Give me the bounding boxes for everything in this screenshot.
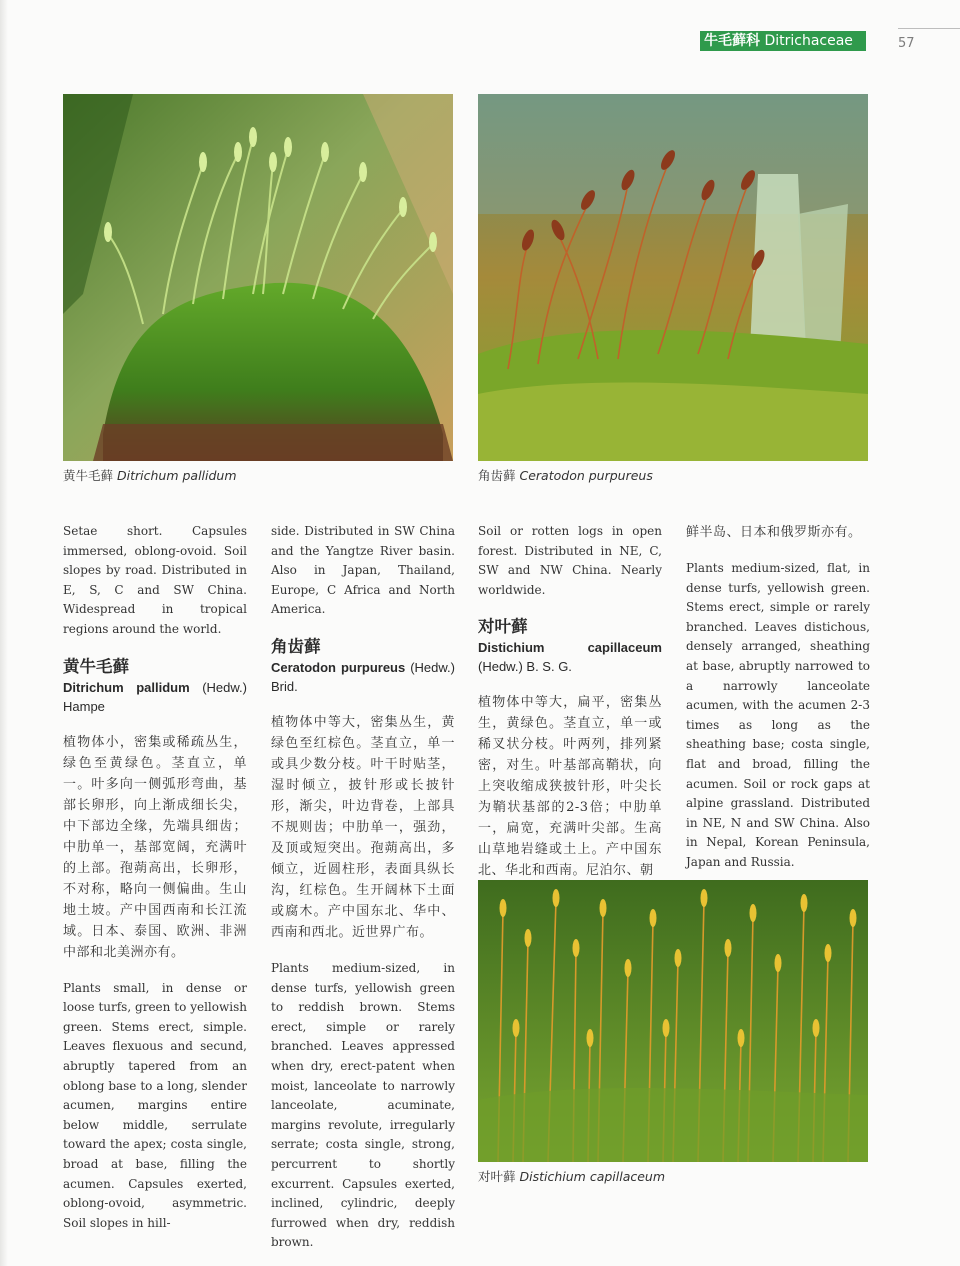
page-edge-shadow: [0, 0, 8, 1266]
text-column-4: [686, 522, 870, 873]
text-column-3: [478, 522, 662, 881]
caption-latin: Distichium capillaceum: [519, 1169, 666, 1184]
species-authority: (Hedw.) B. S. G.: [478, 659, 572, 675]
photo-caption-ditrichum: [63, 466, 237, 484]
page-number: 57: [898, 36, 915, 51]
text-column-2: [271, 522, 455, 1253]
species-title-cn: 黄牛毛藓: [63, 656, 129, 676]
species-text-continuation: Soil or rotten logs in open forest. Distributed in NE, C, SW and NW China. Nearly worldwide.: [478, 524, 662, 597]
species-description-cn-continuation: 鲜半岛、日本和俄罗斯亦有。: [686, 525, 862, 540]
caption-cn: 黄牛毛藓: [63, 468, 114, 483]
family-name-cn: 牛毛藓科: [704, 33, 760, 49]
species-description-en: Plants medium-sized, in dense turfs, yellowish green to reddish brown. Stems erect, simple or rarely branched. Leaves appressed when dry, erect-patent when moist, lanceolate to narrowly lanceolate, acuminate, margins revolute, irregularly serrate; costa single, strong, percurrent to shortly excurrent. Capsules exerted, inclined, cylindric, deeply furrowed when dry, reddish brown.: [271, 960, 455, 1250]
caption-latin: Ditrichum pallidum: [117, 468, 237, 483]
moss-photo-icon: [478, 94, 868, 461]
moss-photo-ceratodon: [478, 94, 868, 461]
species-text-continuation: side. Distributed in SW China and the Yangtze River basin. Also in Japan, Thailand, Europe, C Africa and North America.: [271, 524, 455, 617]
species-title-latin: [63, 678, 247, 716]
family-name-latin: Ditrichaceae: [764, 33, 853, 49]
species-description-cn: 植物体中等大，扁平，密集丛生，黄绿色。茎直立，单一或稀叉状分枝。叶两列，排列紧密，对生。叶基部高鞘状，向上突收缩成狭披针形，叶尖长为鞘状基部的2-3倍；中肋单一，扁宽，充满叶尖部。生高山草地岩缝或土上。产中国东北、华北和西南。尼泊尔、朝: [478, 695, 662, 879]
species-description-cn: 植物体小，密集或稀疏丛生，绿色至黄绿色。茎直立，单一。叶多向一侧弧形弯曲，基部长卵形，向上渐成细长尖，中下部边全缘，先端具细齿；中肋单一，基部宽阔，充满叶的上部。孢蒴高出，长卵形，不对称，略向一侧偏曲。生山地土坡。产中国西南和长江流域。日本、泰国、欧洲、非洲中部和北美洲亦有。: [63, 734, 247, 960]
text-column-1: [63, 522, 247, 1233]
header-rule: [898, 28, 960, 29]
species-description-en: Plants medium-sized, flat, in dense turfs, yellowish green. Stems erect, simple or rarely branched. Leaves distichous, densely arranged, sheathing at base, abruptly narrowed to a narrowly lanceolate acumen, with the acumen 2-3 times as long as the sheathing base; costa single, flat and broad, filling the acumen. Soil or rock gaps at alpine grassland. Distributed in NE, N and SW China. Also in Nepal, Korean Peninsula, Japan and Russia.: [686, 561, 870, 869]
moss-photo-distichium: [478, 880, 868, 1162]
species-text-continuation: Setae short. Capsules immersed, oblong-ovoid. Soil slopes by road. Distributed in E, S, C and SW China. Widespread in tropical regions around the world.: [63, 524, 247, 636]
species-title-cn: 对叶藓: [478, 617, 528, 637]
caption-cn: 对叶藓: [478, 1169, 516, 1184]
family-header: [700, 31, 866, 51]
species-latin-name: Distichium capillaceum: [478, 640, 662, 656]
species-latin-name: Ceratodon purpureus: [271, 659, 406, 675]
species-authority: (Hedw.) Hampe: [63, 679, 247, 714]
moss-photo-icon: [478, 880, 868, 1162]
species-title-latin: [271, 658, 455, 696]
species-title-latin: [478, 638, 662, 676]
moss-photo-ditrichum: [63, 94, 453, 461]
species-authority: (Hedw.) Brid.: [271, 659, 455, 694]
species-description-en: Plants small, in dense or loose turfs, green to yellowish green. Stems erect, simple. Leaves flexuous and secund, abruptly tapered from an oblong base to a long, slender acumen, margins entire below middle, serrulate toward the apex; costa single, broad at base, filling the acumen. Capsules exerted, oblong-ovoid, asymmetric. Soil slopes in hill-: [63, 980, 247, 1230]
moss-photo-icon: [63, 94, 453, 461]
caption-cn: 角齿藓: [478, 468, 516, 483]
photo-caption-ceratodon: [478, 466, 653, 484]
species-latin-name: Ditrichum pallidum: [63, 679, 190, 695]
species-description-cn: 植物体中等大，密集丛生，黄绿色至红棕色。茎直立，单一或具少数分枝。叶干时贴茎，湿时倾立，披针形或长披针形，渐尖，叶边背卷，上部具不规则齿；中肋单一，强劲，及顶或短突出。孢蒴高出，多倾立，近圆柱形，表面具纵长沟，红棕色。生开阔林下土面或腐木。产中国东北、华中、西南和西北。近世界广布。: [271, 714, 455, 940]
species-title-cn: 角齿藓: [271, 636, 321, 656]
caption-latin: Ceratodon purpureus: [519, 468, 653, 483]
photo-caption-distichium: [478, 1167, 665, 1185]
